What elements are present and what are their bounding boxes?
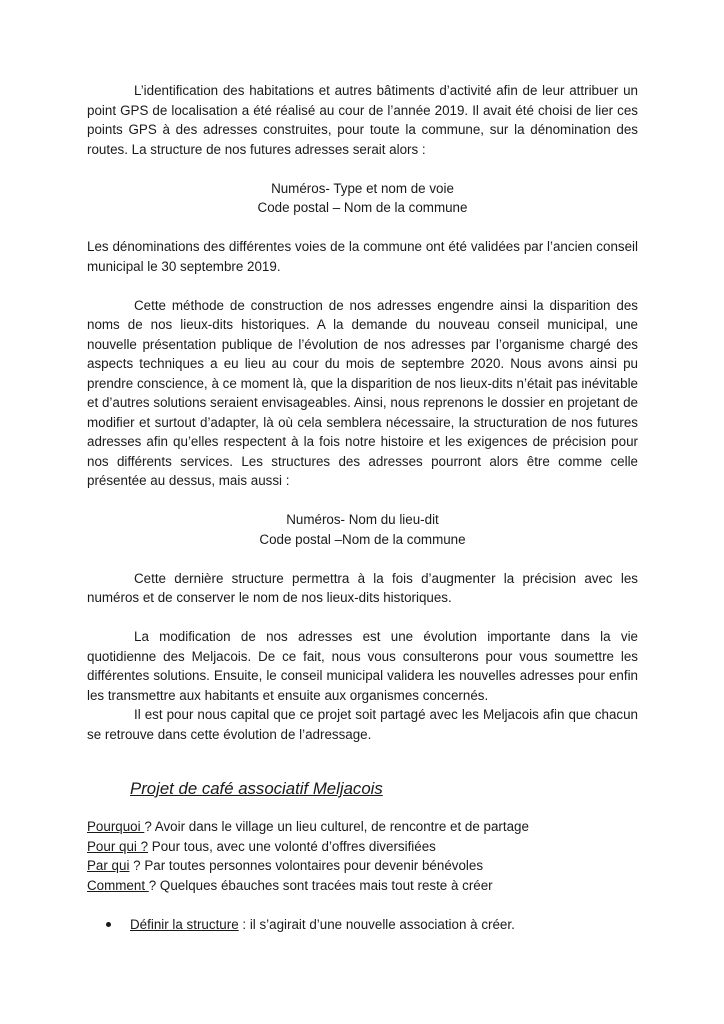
document-page [87,81,638,934]
paragraph-gps-identification: L’identification des habitations et autres bâtiments d’activité afin de leur attribuer un point GPS de localisation a été réalisé au cour de l’année 2019. Il avait été choisi de lier ces points GPS à des adresses construites, pour toute la commune, sur la dénomination des routes. La structure de nos futures adresses serait alors : [87,83,638,157]
spacer [87,744,638,778]
qa-item-pourquoi [87,817,638,837]
paragraph-last-structure: Cette dernière structure permettra à la fois d’augmenter la précision avec les numéros et de conserver le nom de nos lieux-dits historiques. [87,570,638,605]
spacer [87,218,638,238]
qa-text: ? Avoir dans le village un lieu culturel, de rencontre et de partage [144,819,529,834]
qa-label: Comment [87,877,149,893]
qa-label: Pour qui ? [87,838,149,854]
spacer [87,895,638,915]
spacer [87,549,638,569]
qa-text: Pour tous, avec une volonté d’offres diversifiées [148,838,436,854]
paragraph-road-names-validated: Les dénominations des différentes voies de la commune ont été validées par l’ancien conseil municipal le 30 septembre 2019. [87,239,638,274]
spacer [87,800,638,817]
bullet-label: Définir la structure [130,916,239,932]
spacer [87,159,638,179]
paragraph-construction-method: Cette méthode de construction de nos adresses engendre ainsi la disparition des noms de nos lieux-dits historiques. A la demande du nouveau conseil municipal, une nouvelle présentation publique de l’évolution de nos adresses par l’organisme chargé des aspects techniques a eu lieu au cour du mois de septembre 2020. Nous avons ainsi pu prendre conscience, à ce moment là, que la disparition de nos lieux-dits n’était pas inévitable et d’autres solutions seraient envisageables. Ainsi, nous reprenons le dossier en projetant de modifier et surtout d’adapter, là où cela semblera nécessaire, la structuration de nos futures adresses afin qu’elles respectent à la fois notre histoire et les exigences de précision pour nos différents services. Les structures des adresses pourront alors être comme celle présentée au dessus, mais aussi : [87,297,638,488]
qa-item-pour-qui [87,837,638,857]
bullet-item-define-structure [87,915,638,935]
paragraph-shared-project: Il est pour nous capital que ce projet soit partagé avec les Meljacois afin que chacun se retrouve dans cette évolution de l’adressage. [87,707,638,742]
cafe-qa-list [87,817,638,895]
qa-item-comment [87,876,638,896]
address-structure-1-line-1: Numéros- Type et nom de voie [271,180,454,196]
spacer [87,491,638,511]
spacer [87,276,638,296]
paragraph-address-modification: La modification de nos adresses est une évolution importante dans la vie quotidienne des Meljacois. De ce fait, nous vous consulterons pour vous soumettre les différentes solutions. Ensuite, le conseil municipal validera les nouvelles adresses pour enfin les transmettre aux habitants et ensuite aux organismes concernés. [87,629,638,703]
qa-label: Par qui [87,858,130,873]
qa-text: ? Par toutes personnes volontaires pour devenir bénévoles [129,858,484,873]
section-title-cafe: Projet de café associatif Meljacois [130,779,383,798]
bullet-text: : il s’agirait d’une nouvelle association à créer. [238,916,515,932]
address-structure-2-line-1: Numéros- Nom du lieu-dit [286,512,439,527]
address-structure-1-line-2: Code postal – Nom de la commune [257,200,468,215]
qa-item-par-qui [87,856,638,876]
cafe-bullet-list [87,915,638,935]
qa-label: Pourquoi [87,819,145,834]
address-structure-2-line-2: Code postal –Nom de la commune [259,531,466,547]
bullet-dot-icon [106,922,111,927]
qa-text: ? Quelques ébauches sont tracées mais tout reste à créer [148,877,493,893]
spacer [87,608,638,628]
